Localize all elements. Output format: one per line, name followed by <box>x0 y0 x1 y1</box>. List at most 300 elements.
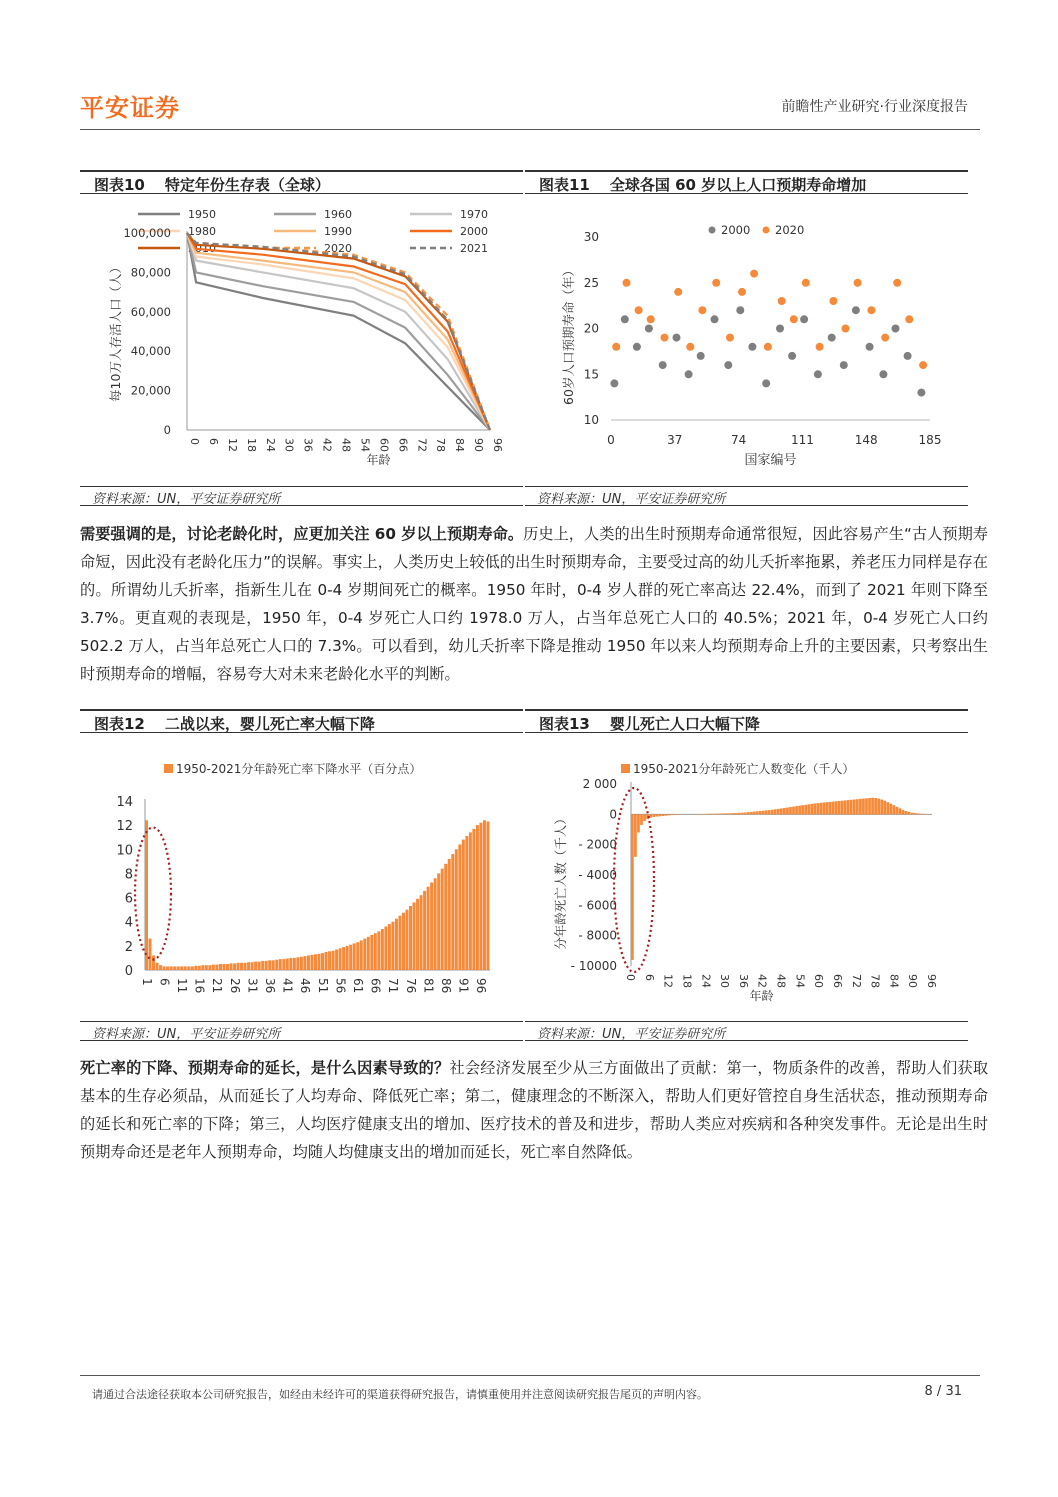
y-tick-label: - 2000 <box>578 837 617 852</box>
bar <box>289 958 292 970</box>
legend-swatch <box>164 764 173 773</box>
bar <box>349 945 352 970</box>
x-tick-label: 6 <box>206 438 220 445</box>
bar <box>233 963 236 970</box>
x-tick-label: 48 <box>339 438 353 452</box>
bar <box>889 804 892 815</box>
bar <box>360 940 363 970</box>
page-number: 8 / 31 <box>924 1384 962 1399</box>
bar <box>180 966 183 970</box>
series-line-2000 <box>187 233 490 430</box>
bar <box>750 812 753 814</box>
bar <box>395 919 398 970</box>
x-tick-label: 16 <box>192 978 207 994</box>
bar <box>469 832 472 970</box>
data-point-2020 <box>635 306 643 314</box>
data-point-2020 <box>623 279 631 287</box>
bar <box>423 891 426 970</box>
data-point-2000 <box>840 361 848 369</box>
figure-title: 图表12 二战以来，婴儿死亡率大幅下降 <box>80 709 523 733</box>
x-tick-label: 0 <box>624 974 637 981</box>
legend-label-1970: 1970 <box>460 208 488 221</box>
bar <box>892 805 895 814</box>
bar <box>823 803 826 815</box>
x-tick-label: 84 <box>453 438 467 452</box>
bar <box>237 963 240 970</box>
bar <box>798 806 801 815</box>
bar <box>462 840 465 970</box>
bar <box>303 956 306 970</box>
y-tick-label: 6 <box>124 891 133 907</box>
data-point-2020 <box>647 315 655 323</box>
data-point-2000 <box>879 370 887 378</box>
x-tick-label: 0 <box>607 433 615 447</box>
bar <box>177 966 180 970</box>
data-point-2020 <box>893 279 901 287</box>
x-tick-label: 18 <box>244 438 258 452</box>
x-tick-label: 36 <box>736 974 750 988</box>
data-point-2020 <box>854 279 862 287</box>
y-tick-label: 0 <box>124 964 133 979</box>
data-point-2000 <box>711 315 719 323</box>
bar <box>908 812 911 814</box>
data-point-2020 <box>881 334 889 342</box>
x-tick-label: 111 <box>790 433 814 447</box>
y-tick-label: - 4000 <box>578 868 617 882</box>
bar <box>261 961 264 970</box>
x-tick-label: 18 <box>680 974 694 988</box>
bar <box>634 814 637 857</box>
bar <box>254 962 257 970</box>
figure-title: 图表13 婴儿死亡人口大幅下降 <box>525 709 968 733</box>
bar <box>786 808 789 815</box>
x-tick-label: 72 <box>849 974 863 988</box>
bar <box>856 799 859 814</box>
bar <box>296 957 299 970</box>
x-tick-label: 31 <box>245 978 260 994</box>
series-line-2020 <box>187 233 490 430</box>
legend-label-2000: 2000 <box>721 223 751 237</box>
x-tick-label: 66 <box>830 974 844 988</box>
x-axis-label: 年龄 <box>366 453 391 467</box>
bar <box>740 813 743 815</box>
bar <box>838 801 841 814</box>
bar <box>789 807 792 814</box>
bar <box>734 813 737 814</box>
y-tick-label: 40,000 <box>130 344 171 359</box>
bar <box>704 814 707 815</box>
series-line-1990 <box>187 233 490 430</box>
x-tick-label: 12 <box>225 438 239 452</box>
figure-source: 资料来源：UN，平安证券研究所 <box>80 1021 523 1041</box>
bar <box>258 962 261 970</box>
data-point-2000 <box>724 361 732 369</box>
bar <box>159 965 162 970</box>
bar <box>240 963 243 970</box>
bar <box>367 937 370 970</box>
bar <box>342 947 345 970</box>
series-line-1980 <box>187 233 490 430</box>
y-tick-label: 2 <box>124 939 133 955</box>
x-tick-label: 54 <box>358 438 372 452</box>
bar <box>184 966 187 970</box>
bar <box>406 910 409 970</box>
bar <box>841 801 844 815</box>
data-point-2020 <box>712 279 720 287</box>
data-point-2020 <box>802 279 810 287</box>
data-point-2000 <box>673 334 681 342</box>
figure-title: 图表11 全球各国 60 岁以上人口预期寿命增加 <box>525 170 968 194</box>
bar <box>145 820 148 970</box>
data-point-2020 <box>686 343 694 351</box>
bar <box>911 813 914 815</box>
bar <box>637 814 640 832</box>
x-tick-label: 84 <box>887 974 901 988</box>
x-tick-label: 96 <box>491 438 504 452</box>
data-point-2000 <box>645 325 653 333</box>
x-tick-label: 66 <box>368 978 383 994</box>
data-point-2020 <box>867 306 875 314</box>
bar <box>880 800 883 815</box>
x-tick-label: 56 <box>333 978 348 994</box>
bar <box>810 804 813 815</box>
x-tick-label: 6 <box>642 974 656 981</box>
y-tick-label: 12 <box>116 819 133 835</box>
bar <box>850 800 853 815</box>
x-tick-label: 78 <box>868 974 882 988</box>
bar <box>671 814 674 815</box>
data-point-2000 <box>800 315 808 323</box>
bar <box>710 814 713 815</box>
bar <box>191 966 194 970</box>
bar <box>771 810 774 815</box>
y-tick-label: 20,000 <box>130 383 171 398</box>
bar <box>219 964 222 970</box>
bar <box>886 802 889 814</box>
data-point-2000 <box>659 361 667 369</box>
bar <box>667 814 670 815</box>
bar <box>655 814 658 816</box>
x-tick-label: 91 <box>456 978 471 994</box>
bar <box>762 811 765 815</box>
bar <box>268 960 271 970</box>
bar <box>321 953 324 970</box>
bar <box>661 814 664 816</box>
data-point-2000 <box>828 334 836 342</box>
x-axis-label: 国家编号 <box>744 453 797 468</box>
bar <box>398 916 401 970</box>
bar <box>166 966 169 970</box>
bar <box>427 887 430 970</box>
y-tick-label: - 6000 <box>578 898 617 913</box>
data-point-2000 <box>904 352 912 360</box>
x-tick-label: 66 <box>396 438 410 452</box>
x-tick-label: 71 <box>386 978 401 994</box>
series-line-1950 <box>187 233 490 430</box>
y-tick-label: 80,000 <box>130 265 171 280</box>
bar <box>434 878 437 970</box>
report-type: 前瞻性产业研究·行业深度报告 <box>781 99 968 115</box>
bar <box>801 805 804 814</box>
bar <box>430 883 433 971</box>
figure-title: 图表10 特定年份生存表（全球） <box>80 170 523 194</box>
figure-10 <box>80 170 523 508</box>
legend-label-2000: 2000 <box>460 225 488 238</box>
bar <box>923 814 926 815</box>
bar <box>339 948 342 970</box>
bar <box>215 965 218 970</box>
bar <box>743 813 746 815</box>
bar <box>198 966 201 970</box>
legend-label-2020: 2020 <box>775 223 805 237</box>
paragraph-1: 需要强调的是，讨论老龄化时，应更加关注 60 岁以上预期寿命。历史上，人类的出生时预期寿命通常很短，因此容易产生“古人预期寿命短，因此没有老龄化压力”的误解。事实上，人类历史上较低的出生时预期寿命，主要受过高的幼儿夭折率拖累，养老压力同样是存在的。所谓幼儿夭折率，指新生儿在 0-4 岁期间死亡的概率。1950 年时，0-4 岁人群的死亡率高达 22.4%，而到了 2021 年则下降至 3.7%。更直观的表现是，1950 年，0-4 岁死亡人口约 1978.0 万人，占当年总死亡人口的 40.5%；2021 年，0-4 岁死亡人口约 502.2 万人，占当年总死亡人口的 7.3%。可以看到，幼儿夭折率下降是推动 1950 年以来人均预期寿命上升的主要因素，只考察出生时预期寿命的增幅，容易夸大对未来老龄化水平的判断。 <box>80 525 988 683</box>
bar <box>707 814 710 815</box>
x-tick-label: 51 <box>315 978 330 994</box>
page-header <box>80 86 980 130</box>
bar <box>300 957 303 970</box>
data-point-2000 <box>685 370 693 378</box>
y-tick-label: 0 <box>609 807 617 822</box>
bar <box>640 814 643 825</box>
bar <box>402 913 405 970</box>
bar <box>201 965 204 970</box>
data-point-2000 <box>736 306 744 314</box>
y-axis-label: 60岁人口预期寿命（年） <box>561 264 576 405</box>
data-point-2020 <box>842 325 850 333</box>
bar <box>437 873 440 970</box>
y-tick-label: 2 000 <box>582 777 617 791</box>
series-line-1970 <box>187 233 490 430</box>
bar <box>674 814 677 815</box>
legend-marker-2020 <box>763 227 770 234</box>
bar <box>226 964 229 970</box>
bar <box>455 849 458 970</box>
x-tick-label: 60 <box>377 438 391 452</box>
bar <box>643 814 646 821</box>
figure-13 <box>525 709 968 1043</box>
bar <box>458 845 461 971</box>
bar <box>413 902 416 970</box>
bar <box>247 962 250 970</box>
bar <box>156 963 159 970</box>
data-point-2000 <box>917 389 925 397</box>
x-tick-label: 42 <box>755 974 769 988</box>
bar <box>251 962 254 970</box>
data-point-2020 <box>829 297 837 305</box>
x-tick-label: 185 <box>918 433 942 447</box>
bar <box>448 859 451 970</box>
bar <box>862 799 865 815</box>
x-tick-label: 24 <box>699 974 713 988</box>
bar <box>346 946 349 970</box>
legend-label-2020: 2020 <box>324 242 352 255</box>
bar <box>388 924 391 970</box>
life-expectancy-scatter <box>525 196 968 486</box>
bar <box>777 809 780 815</box>
bar <box>472 829 475 970</box>
bar <box>902 810 905 815</box>
legend-swatch <box>621 764 630 773</box>
bar <box>747 812 750 814</box>
data-point-2020 <box>674 288 682 296</box>
series-line-1960 <box>187 233 490 430</box>
bar <box>163 966 166 970</box>
bar <box>896 807 899 815</box>
data-point-2020 <box>661 334 669 342</box>
y-axis-label: 分年龄死亡人数（千人） <box>553 812 568 950</box>
data-point-2000 <box>633 343 641 351</box>
y-tick-label: 10 <box>116 843 133 859</box>
bar <box>244 963 247 970</box>
bar <box>420 895 423 970</box>
bar <box>807 804 810 814</box>
data-point-2000 <box>748 343 756 351</box>
x-tick-label: 30 <box>718 974 732 988</box>
bar <box>783 808 786 814</box>
bar <box>756 811 759 814</box>
y-tick-label: 0 <box>163 423 171 437</box>
bar <box>774 809 777 814</box>
y-tick-label: 15 <box>583 367 599 382</box>
death-count-change-bar-chart <box>525 735 968 1021</box>
data-point-2020 <box>764 343 772 351</box>
data-point-2020 <box>778 297 786 305</box>
bar <box>377 931 380 970</box>
x-tick-label: 46 <box>298 978 313 994</box>
bar <box>631 814 634 960</box>
bar <box>152 956 155 971</box>
bar <box>279 959 282 970</box>
bar <box>229 963 232 970</box>
bar <box>844 800 847 814</box>
bar <box>332 951 335 970</box>
data-point-2020 <box>726 334 734 342</box>
page-footer <box>80 1375 980 1409</box>
x-tick-label: 36 <box>262 978 277 994</box>
bar <box>335 950 338 971</box>
y-tick-label: 60,000 <box>130 304 171 319</box>
data-point-2020 <box>919 361 927 369</box>
x-tick-label: 37 <box>667 433 683 447</box>
data-point-2020 <box>750 270 758 278</box>
bar <box>725 813 728 814</box>
bar <box>719 814 722 815</box>
figure-source: 资料来源：UN，平安证券研究所 <box>525 486 968 506</box>
disclaimer-note: 请通过合法途径获取本公司研究报告，如经由未经许可的渠道获得研究报告，请慎重使用并注意阅读研究报告尾页的声明内容。 <box>92 1388 708 1401</box>
bar <box>370 935 373 970</box>
legend-label: 1950-2021分年龄死亡率下降水平（百分点） <box>176 762 422 776</box>
data-point-2000 <box>697 352 705 360</box>
bar <box>381 929 384 970</box>
bar <box>483 820 486 970</box>
bar <box>170 966 173 970</box>
bar <box>792 807 795 815</box>
bar <box>899 808 902 814</box>
bar <box>272 960 275 970</box>
survival-line-chart <box>80 196 523 486</box>
x-tick-label: 41 <box>280 978 295 994</box>
y-tick-label: 10 <box>583 413 599 427</box>
x-tick-label: 30 <box>282 438 296 452</box>
bar <box>713 814 716 815</box>
bar <box>871 798 874 815</box>
bar <box>416 899 419 970</box>
y-axis-label: 每10万人存活人口（人） <box>108 261 123 402</box>
bar <box>194 966 197 970</box>
figure-source: 资料来源：UN，平安证券研究所 <box>80 486 523 506</box>
bar <box>820 803 823 815</box>
bar <box>722 813 725 814</box>
x-tick-label: 148 <box>854 433 878 447</box>
bar <box>444 864 447 970</box>
x-tick-label: 76 <box>403 978 418 994</box>
bar <box>795 806 798 814</box>
y-tick-label: 20 <box>583 321 599 336</box>
bar <box>804 805 807 815</box>
data-point-2020 <box>612 343 620 351</box>
mortality-decline-bar-chart <box>80 735 523 1021</box>
x-tick-label: 60 <box>812 974 826 988</box>
bar <box>286 959 289 971</box>
bar <box>816 803 819 814</box>
bar <box>905 811 908 814</box>
bar <box>826 802 829 814</box>
bar <box>356 942 359 970</box>
bar <box>883 801 886 815</box>
bar <box>173 966 176 970</box>
bar <box>353 943 356 970</box>
x-tick-label: 21 <box>210 978 225 994</box>
data-point-2020 <box>905 315 913 323</box>
x-tick-label: 24 <box>263 438 277 452</box>
bar <box>187 966 190 970</box>
bar <box>780 808 783 814</box>
bar <box>865 798 868 814</box>
bar <box>265 961 268 970</box>
y-tick-label: 14 <box>116 795 133 810</box>
bar <box>759 811 762 814</box>
data-point-2000 <box>788 352 796 360</box>
data-point-2000 <box>610 379 618 387</box>
bar <box>832 802 835 815</box>
bar <box>914 813 917 814</box>
bar <box>149 939 152 970</box>
bar <box>314 954 317 970</box>
data-point-2000 <box>892 325 900 333</box>
y-tick-label: - 10000 <box>570 959 617 973</box>
legend-label: 1950-2021分年龄死亡人数变化（千人） <box>633 762 855 776</box>
x-tick-label: 0 <box>188 438 201 445</box>
bar <box>275 960 278 970</box>
bar <box>664 814 667 815</box>
bar <box>829 802 832 814</box>
bar <box>208 965 211 970</box>
bar <box>731 813 734 814</box>
bar <box>479 823 482 970</box>
x-axis-label: 年龄 <box>749 989 774 1003</box>
bar <box>847 800 850 814</box>
highlight-ellipse <box>135 828 171 960</box>
bar <box>293 958 296 970</box>
x-tick-label: 86 <box>438 978 453 994</box>
data-point-2000 <box>866 343 874 351</box>
bar <box>765 810 768 814</box>
figure-11 <box>525 170 968 508</box>
x-tick-label: 96 <box>474 978 489 994</box>
x-tick-label: 81 <box>421 978 436 994</box>
y-tick-label: 25 <box>583 275 599 290</box>
bar <box>768 810 771 814</box>
